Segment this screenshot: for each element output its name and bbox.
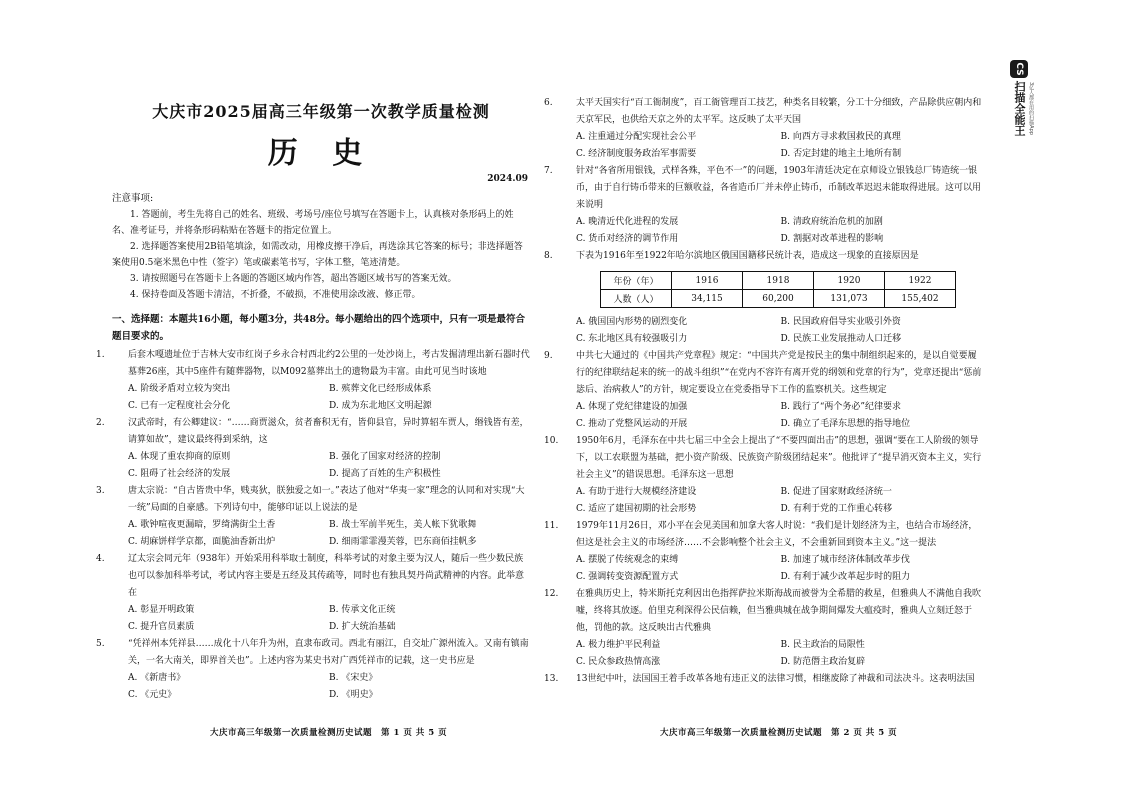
table-cell: 人数（人） [601, 290, 672, 308]
question-12 [544, 586, 985, 671]
question-number: 3. [96, 486, 105, 496]
option-d: D. 细雨霏霏漫芙蓉，巴东商佰挂帆多 [329, 537, 477, 547]
question-5 [96, 636, 530, 704]
option-a: A. 阶级矛盾对立较为突出 [128, 384, 231, 394]
migration-table [600, 271, 956, 308]
option-d: D. 否定封建的地主土地所有制 [780, 149, 902, 159]
option-a: A. 摆脱了传统观念的束缚 [576, 555, 679, 565]
page-2 [540, 0, 985, 794]
option-c: C. 强调转变资源配置方式 [576, 572, 679, 582]
option-d: D. 有利于党的工作重心转移 [780, 504, 893, 514]
table-cell: 1918 [743, 272, 814, 290]
question-number: 9. [544, 351, 553, 361]
table-cell: 131,073 [814, 290, 885, 308]
question-stem: 1950年6月，毛泽东在中共七届三中全会上提出了“不要四面出击”的思想，强调“要在工人阶级的领导下，以工农联盟为基础，把小资产阶级、民族资产阶级团结起来”。他批评了“提早消灭资本主义，实行社会主义”的错误思想。毛泽东这一思想 [576, 436, 982, 480]
option-d: D. 成为东北地区文明起源 [329, 401, 432, 411]
option-d: D. 提高了百姓的生产积极性 [329, 469, 441, 479]
option-b: B. 民国政府倡导实业吸引外资 [780, 317, 901, 327]
table-cell: 年份（年） [601, 272, 672, 290]
notice-item: 4. 保持卷面及答题卡清洁，不折叠，不破损，不准使用涂改液、修正带。 [130, 290, 421, 300]
scanner-app-name: 扫描全能王 [1013, 81, 1026, 136]
option-c: C. 民众参政热情高涨 [576, 657, 661, 667]
question-13 [544, 671, 985, 688]
option-c: C. 推动了党整风运动的开展 [576, 419, 688, 429]
scanner-tagline: 3亿人都在用的扫描App [1028, 82, 1034, 135]
option-d: D. 《明史》 [329, 690, 378, 700]
option-a: A. 注重通过分配实现社会公平 [576, 132, 697, 142]
exam-date: 2024.09 [487, 174, 528, 184]
table-cell: 1920 [814, 272, 885, 290]
question-number: 10. [544, 436, 559, 446]
option-d: D. 扩大统治基础 [329, 622, 396, 632]
page-1 [0, 0, 540, 794]
question-number: 8. [544, 251, 553, 261]
question-3 [96, 483, 530, 551]
subject-title: 历 史 [267, 136, 375, 171]
option-b: B. 民主政治的局限性 [780, 640, 865, 650]
option-b: B. 加速了城市经济体制改革步伐 [780, 555, 910, 565]
option-c: C. 已有一定程度社会分化 [128, 401, 231, 411]
question-number: 2. [96, 418, 105, 428]
option-b: B. 践行了“两个务必”纪律要求 [780, 402, 902, 412]
table-cell: 1922 [885, 272, 956, 290]
option-a: A. 极力维护平民利益 [576, 640, 661, 650]
exam-title: 大庆市2025届高三年级第一次教学质量检测 [152, 102, 490, 121]
table-cell: 60,200 [743, 290, 814, 308]
option-d: D. 确立了毛泽东思想的指导地位 [780, 419, 911, 429]
question-stem: 唐太宗说：“自古皆贵中华，贱夷狄，朕独爱之如一。”表达了他对“华夷一家”理念的认同和对实现“大一统”局面的自豪感。下列诗句中，能够印证以上说法的是 [128, 486, 525, 513]
option-b: B. 殡葬文化已经形成体系 [329, 384, 432, 394]
notice-item: 1. 答题前，考生先将自己的姓名、班级、考场号/座位号填写在答题卡上，认真核对条形码上的姓名、准考证号，并将条形码粘贴在答题卡的指定位置上。 [112, 210, 514, 236]
question-number: 1. [96, 350, 105, 360]
option-b: B. 强化了国家对经济的控制 [329, 452, 441, 462]
question-number: 11. [544, 521, 559, 531]
option-b: B. 战士军前半死生，美人帐下犹歌舞 [329, 520, 477, 530]
option-c: C. 适应了建国初期的社会形势 [576, 504, 697, 514]
question-stem: “凭祥州本凭祥县……成化十八年升为州，直隶布政司。西北有丽江，自交址广源州流入。又南有镇南关，一名大南关，即界首关也”。上述内容为某史书对广西凭祥市的记载，这一史书应是 [128, 639, 529, 666]
question-8 [544, 248, 985, 348]
option-b: B. 《宋史》 [329, 673, 378, 683]
option-c: C. 经济制度服务政治军事需要 [576, 149, 697, 159]
option-c: C. 东北地区具有较强吸引力 [576, 334, 688, 344]
option-d: D. 割据对改革进程的影响 [780, 234, 884, 244]
section-heading: 一、选择题：本题共16小题，每小题3分，共48分。每小题给出的四个选项中，只有一项是最符合题目要求的。 [112, 314, 526, 342]
question-stem: 下表为1916年至1922年哈尔滨地区俄国国籍移民统计表，造成这一现象的直接原因是 [576, 251, 919, 261]
option-a: A. 有助于进行大规模经济建设 [576, 487, 697, 497]
question-stem: 在雅典历史上，特米斯托克利因出色指挥萨拉米斯海战而被誉为全希腊的救星，但雅典人不满他自我吹嘘，终将其放逐。伯里克利深得公民信赖，但当雅典城在战争期间爆发大瘟疫时，雅典人立刻迁怒于他，罚他的款。这反映出古代雅典 [576, 589, 982, 633]
question-7 [544, 163, 985, 248]
table-cell: 1916 [672, 272, 743, 290]
notice-item: 3. 请按照题号在答题卡上各题的答题区域内作答，超出答题区域书写的答案无效。 [130, 274, 457, 284]
option-b: B. 向西方寻求救国救民的真理 [780, 132, 901, 142]
question-10 [544, 433, 985, 518]
question-number: 12. [544, 589, 559, 599]
option-b: B. 清政府统治危机的加剧 [780, 217, 883, 227]
option-c: C. 胡麻饼样学京都，面脆油香新出炉 [128, 537, 276, 547]
question-11 [544, 518, 985, 586]
option-a: A. 彰显开明政策 [128, 605, 195, 615]
question-number: 4. [96, 554, 105, 564]
table-row [601, 272, 956, 290]
question-4 [96, 551, 530, 636]
table-cell: 34,115 [672, 290, 743, 308]
question-stem: 汉武帝时，有公卿建议：“……商贾滋众，贫者畜积无有，皆仰县官，异时算轺车贾人，缗钱皆有差，请算如故”，建议最终得到采纳，这 [128, 418, 529, 445]
option-c: C. 货币对经济的调节作用 [576, 234, 679, 244]
question-2 [96, 415, 530, 483]
option-c: C. 提升官员素质 [128, 622, 195, 632]
scanner-logo-icon: CS [1010, 60, 1028, 78]
option-b: B. 传承文化正统 [329, 605, 396, 615]
option-c: C. 阻碍了社会经济的发展 [128, 469, 231, 479]
table-row [601, 290, 956, 308]
page-footer: 大庆市高三年级第一次质量检测历史试题 第 2 页 共 5 页 [660, 728, 898, 738]
option-a: A. 《新唐书》 [128, 673, 186, 683]
notice-item: 2. 选择题答案使用2B铅笔填涂，如需改动，用橡皮擦干净后，再选涂其它答案的标号；非选择题答案使用0.5毫米黑色中性（签字）笔或碳素笔书写，字体工整，笔迹清楚。 [112, 242, 523, 268]
question-number: 5. [96, 639, 105, 649]
notice-heading: 注意事项: [112, 193, 154, 204]
option-d: D. 有利于减少改革起步时的阻力 [780, 572, 911, 582]
question-stem: 后套木嘎遗址位于吉林大安市红岗子乡永合村西北约2公里的一处沙岗上，考古发掘清理出新石器时代墓葬26座，其中5座件有随葬器物，以M092墓葬出土的遗物最为丰富。由此可见当时该地 [128, 350, 530, 377]
question-6 [544, 95, 985, 163]
option-d: D. 民族工业发展推动人口迁移 [780, 334, 902, 344]
option-b: B. 促进了国家财政经济统一 [780, 487, 892, 497]
question-number: 7. [544, 166, 553, 176]
question-number: 13. [544, 674, 559, 684]
question-stem: 辽太宗会同元年（938年）开始采用科举取士制度，科举考试的对象主要为汉人，随后一些少数民族也可以参加科举考试，考试内容主要是五经及其传疏等，同时也有独具契丹尚武精神的内容。此举意在 [128, 554, 525, 598]
question-stem: 太平天国实行“百工衙制度”，百工衙管理百工技艺，种类名目较繁，分工十分细致，产品除供应朝内和天京军民，也供给天京之外的太平军。这反映了太平天国 [576, 98, 982, 125]
option-d: D. 防范僭主政治复辟 [780, 657, 866, 667]
question-stem: 13世纪中叶，法国国王着手改革各地有违正义的法律习惯，相继废除了神裁和司法决斗。这表明法国 [576, 674, 975, 684]
option-a: A. 体现了党纪律建设的加强 [576, 402, 688, 412]
scanner-watermark [1010, 60, 1036, 190]
page-footer: 大庆市高三年级第一次质量检测历史试题 第 1 页 共 5 页 [210, 728, 448, 738]
question-stem: 针对“各省所用银钱，式样各殊，平色不一”的问题，1903年清廷决定在京师设立银钱总厂铸造统一银币，由于自行铸币带来的巨额收益，各省造币厂并未停止铸币，币制改革迟迟未能取得进展。这可以用来说明 [576, 166, 982, 210]
option-a: A. 晚清近代化进程的发展 [576, 217, 679, 227]
table-cell: 155,402 [885, 290, 956, 308]
option-a: A. 体现了重农抑商的原则 [128, 452, 231, 462]
question-stem: 1979年11月26日，邓小平在会见美国和加拿大客人时说：“我们是计划经济为主，也结合市场经济，但这是社会主义的市场经济……不会影响整个社会主义，不会重新回到资本主义。”这一提法 [576, 521, 978, 548]
option-a: A. 俄国国内形势的剧烈变化 [576, 317, 688, 327]
question-1 [96, 347, 530, 415]
question-number: 6. [544, 98, 553, 108]
option-a: A. 歌钟喧夜更漏暗，罗绮满街尘土香 [128, 520, 276, 530]
question-stem: 中共七大通过的《中国共产党章程》规定：“中国共产党是按民主的集中制组织起来的，是以自觉要履行的纪律联结起来的统一的战斗组织”“在党内不容许有离开党的纲领和党章的行为”，党章还提出“惩前毖后、治病救人”的方针，规定要设立在党委指导下工作的监察机关。这些规定 [576, 351, 982, 395]
question-9 [544, 348, 985, 433]
option-c: C. 《元史》 [128, 690, 177, 700]
